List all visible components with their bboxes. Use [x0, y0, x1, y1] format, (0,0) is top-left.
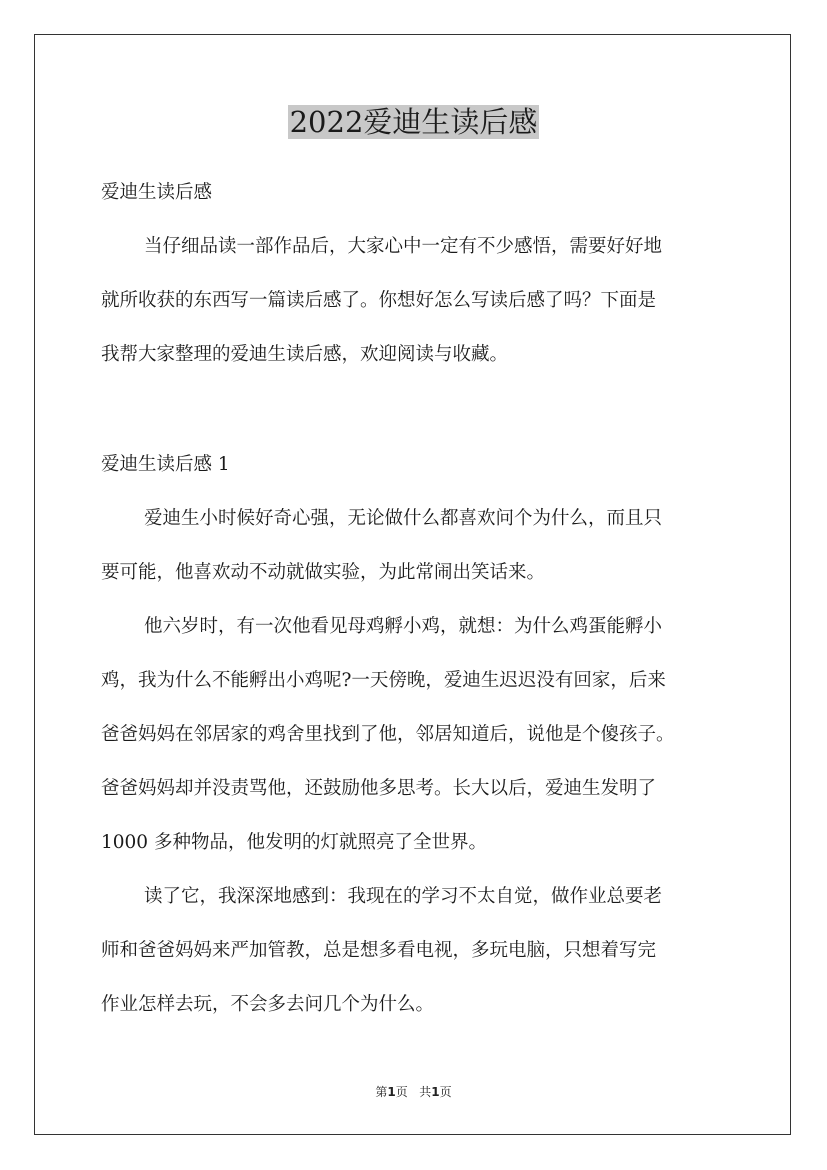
paragraph-3 [101, 870, 741, 1032]
section-heading [101, 438, 741, 492]
page-prefix: 第 [375, 1085, 388, 1099]
paragraph-line: 作业怎样去玩，不会多去问几个为什么。 [101, 994, 435, 1015]
subtitle-text: 爱迪生读后感 [101, 182, 213, 203]
paragraph-line: 爸爸妈妈却并没责骂他，还鼓励他多思考。长大以后，爱迪生发明了 [101, 778, 657, 799]
paragraph-2 [101, 600, 741, 870]
page-suffix: 页 [395, 1085, 408, 1099]
total-prefix: 共 [419, 1085, 432, 1099]
total-pages: 1 [431, 1085, 440, 1099]
document-title [0, 102, 827, 142]
document-title-text: 2022爱迪生读后感 [289, 105, 538, 139]
intro-paragraph [101, 220, 741, 382]
paragraph-line: 1000 多种物品，他发明的灯就照亮了全世界。 [101, 832, 487, 853]
paragraph-line: 鸡，我为什么不能孵出小鸡呢?一天傍晚，爱迪生迟迟没有回家，后来 [101, 670, 666, 691]
paragraph-1 [101, 492, 741, 600]
page-footer [0, 1083, 827, 1100]
paragraph-line: 要可能，他喜欢动不动就做实验，为此常闹出笑话来。 [101, 562, 546, 583]
section-heading-text: 爱迪生读后感 1 [101, 454, 230, 475]
page-number: 1 [387, 1085, 396, 1099]
paragraph-line: 爱迪生小时候好奇心强，无论做什么都喜欢问个为什么，而且只 [144, 508, 663, 529]
document-subtitle [101, 166, 741, 220]
paragraph-line: 当仔细品读一部作品后，大家心中一定有不少感悟，需要好好地 [144, 236, 663, 257]
total-suffix: 页 [439, 1085, 452, 1099]
paragraph-line: 爸爸妈妈在邻居家的鸡舍里找到了他，邻居知道后，说他是个傻孩子。 [101, 724, 675, 745]
paragraph-line: 我帮大家整理的爱迪生读后感，欢迎阅读与收藏。 [101, 344, 509, 365]
paragraph-line: 读了它，我深深地感到：我现在的学习不太自觉，做作业总要老 [144, 886, 663, 907]
paragraph-line: 他六岁时，有一次他看见母鸡孵小鸡，就想：为什么鸡蛋能孵小 [144, 616, 663, 637]
paragraph-line: 就所收获的东西写一篇读后感了。你想好怎么写读后感了吗？下面是 [101, 290, 657, 311]
paragraph-line: 师和爸爸妈妈来严加管教，总是想多看电视，多玩电脑，只想着写完 [101, 940, 657, 961]
